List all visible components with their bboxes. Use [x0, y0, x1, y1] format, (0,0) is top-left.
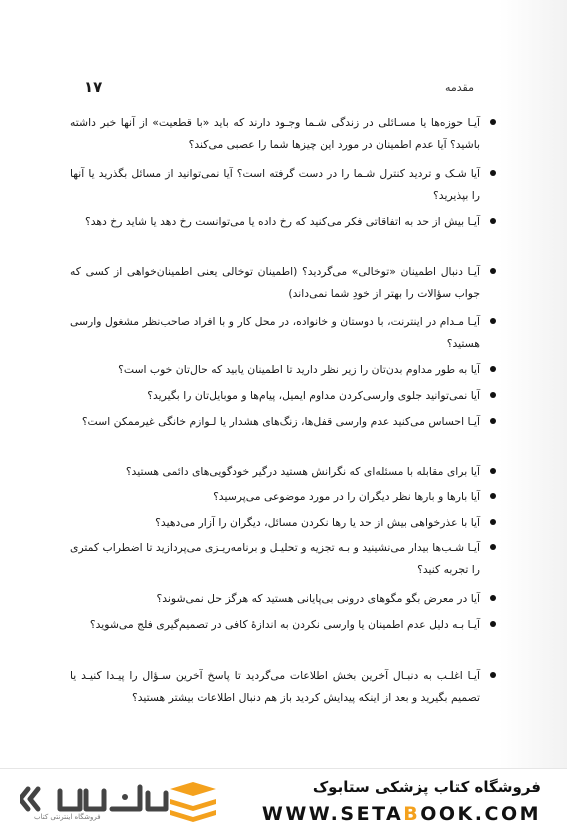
- bullet-icon: [490, 519, 496, 525]
- bullet-icon: [490, 119, 496, 125]
- bullet-icon: [490, 318, 496, 324]
- list-item: آیـا حوزه‌ها یا مسـائلی در زندگی شـما وجـود دارند که باید «با قطعیت» از آنها خبر داشته باشید؟ آیا عدم اطمینان در مورد این چیزها شما را عصبی می‌کند؟: [70, 112, 480, 155]
- bullet-icon: [490, 366, 496, 372]
- list-item: آیا در معرض بگو مگوهای درونی بی‌پایانی هستید که هرگز حل نمی‌شوند؟: [70, 588, 480, 610]
- list-item: آیـا بـه دلیل عدم اطمینان یا وارسی نکردن به اندازهٔ کافی در تصمیم‌گیری فلج می‌شوید؟: [70, 614, 480, 636]
- bullet-icon: [490, 468, 496, 474]
- bullet-icon: [490, 392, 496, 398]
- running-head: مقدمه: [444, 80, 474, 94]
- book-stack-icon: [168, 781, 218, 823]
- bullet-icon: [490, 218, 496, 224]
- store-title: فروشگاه کتاب پزشکی ستابوک: [312, 778, 541, 796]
- list-item: آیا بارها و بارها نظر دیگران را در مورد موضوعی می‌پرسید؟: [70, 486, 480, 508]
- list-item: آیـا مـدام در اینترنت، با دوستان و خانواده، در محل کار و با افراد صاحب‌نظر مشغول وارسی هستید؟: [70, 311, 480, 354]
- list-item: آیـا شـب‌ها بیدار می‌نشینید و بـه تجزیه و تحلیـل و برنامه‌ریـزی می‌پردازید تا اضطراب کمتری را تجربه کنید؟: [70, 537, 480, 580]
- bullet-icon: [490, 418, 496, 424]
- bullet-icon: [490, 595, 496, 601]
- list-item: آیا نمی‌توانید جلوی وارسی‌کردن مداوم ایمیل، پیام‌ها و موبایل‌تان را بگیرید؟: [70, 385, 480, 407]
- bullet-icon: [490, 170, 496, 176]
- store-url-link[interactable]: WWW.SETABOOK.COM: [261, 803, 541, 825]
- bullet-icon: [490, 493, 496, 499]
- page-number: ۱۷: [84, 78, 103, 96]
- list-item: آیا با عذرخواهی بیش از حد یا رها نکردن مسائل، دیگران را آزار می‌دهید؟: [70, 512, 480, 534]
- bullet-icon: [490, 268, 496, 274]
- list-item: آیا شـک و تردید کنترل شـما را در دست گرفته است؟ آیا نمی‌توانید از مسائل بگذرید یا آنها را بپذیرید؟: [70, 163, 480, 206]
- bullet-icon: [490, 672, 496, 678]
- list-item: آیا به طور مداوم بدن‌تان را زیر نظر دارید تا اطمینان یابید که حال‌تان خوب است؟: [70, 359, 480, 381]
- list-item: آیا برای مقابله با مسئله‌ای که نگرانش هستید درگیر خودگویی‌های دائمی هستید؟: [70, 461, 480, 483]
- list-item: آیـا دنبال اطمینان «توخالی» می‌گردید؟ (اطمینان توخالی یعنی اطمینان‌خواهی از کسی که جواب سؤالات را بهتر از خودِ شما نمی‌داند): [70, 261, 480, 304]
- page-header: [84, 76, 474, 98]
- list-item: آیـا احساس می‌کنید عدم وارسی قفل‌ها، زنگ‌های هشدار یا لـوازم خانگی غیرممکن است؟: [70, 411, 480, 433]
- store-footer: [0, 768, 567, 832]
- bullet-icon: [490, 621, 496, 627]
- list-item: آیـا اغلـب به دنبـال آخرین بخش اطلاعات می‌گردید تا پاسخ آخرین سـؤال را پیـدا کنیـد یا تصمیم بگیرید و بعد از اینکه پیدایش کردید باز هم دنبال اطلاعات بیشتر هستید؟: [70, 665, 480, 708]
- bullet-icon: [490, 544, 496, 550]
- logo-tagline: فروشگاه اینترنتی کتاب: [34, 813, 101, 821]
- list-item: آیـا بیش از حد به اتفاقاتی فکر می‌کنید که رخ داده یا می‌توانست رخ دهد یا شاید رخ دهد؟: [70, 211, 480, 233]
